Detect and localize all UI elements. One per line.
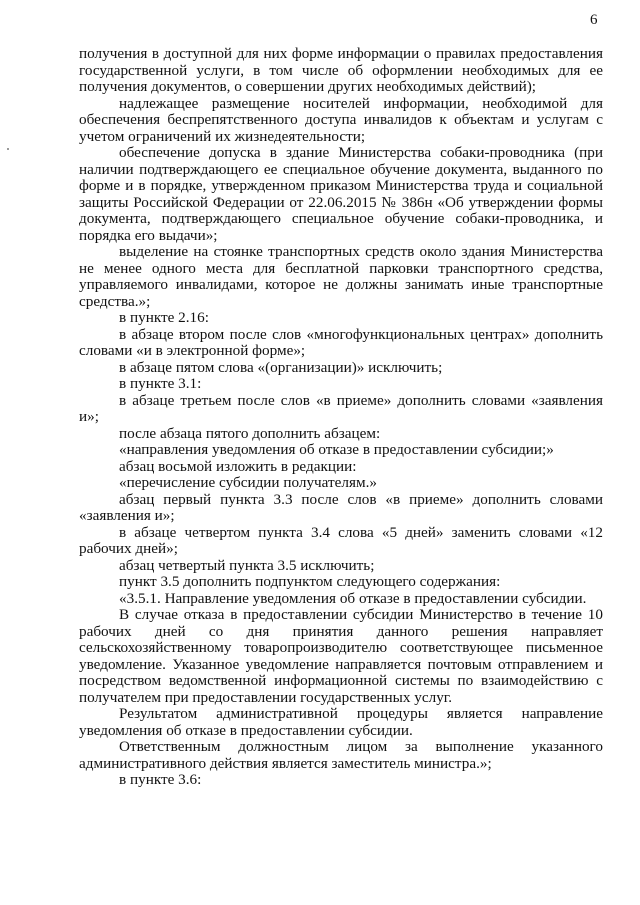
paragraph: в абзаце четвертом пункта 3.4 слова «5 дней» заменить словами «12 рабочих дней»; [79,523,603,557]
paragraph: в пункте 3.1: [119,375,202,392]
paragraph: выделение на стоянке транспортных средств около здания Министерства не менее одного места для бесплатной парковки транспортного средства, управляемого инвалидами, которое не должны занимать иные транспортные средства.»; [79,243,603,310]
paragraph: «перечисление субсидии получателям.» [119,474,377,491]
paragraph: надлежащее размещение носителей информации, необходимой для обеспечения беспрепятственного доступа инвалидов к объектам и услугам с учетом ограничений их жизнедеятельности; [79,94,603,145]
paragraph: в абзаце пятом слова «(организации)» исключить; [119,358,443,376]
scan-speck [7,148,9,150]
paragraph: в абзаце втором после слов «многофункциональных центрах» дополнить словами «и в электронной форме»; [79,325,603,359]
paragraph: в пункте 3.6: [119,771,202,788]
paragraph: «направления уведомления об отказе в предоставлении субсидии;» [119,441,554,458]
paragraph: пункт 3.5 дополнить подпунктом следующего содержания: [119,573,501,590]
paragraph: получения в доступной для них форме информации о правилах предоставления государственной услуги, в том числе об оформлении необходимых для ее получения документов, о совершении других необходимых действий); [79,45,603,95]
document-body [79,46,603,789]
paragraph: абзац первый пункта 3.3 после слов «в приеме» дополнить словами «заявления и»; [79,490,603,524]
page-number: 6 [590,12,598,28]
paragraph: абзац четвертый пункта 3.5 исключить; [119,556,375,574]
paragraph: Ответственным должностным лицом за выполнение указанного административного действия является заместитель министра.»; [79,738,603,772]
paragraph: после абзаца пятого дополнить абзацем: [119,424,381,442]
paragraph: Результатом административной процедуры является направление уведомления об отказе в предоставлении субсидии. [79,705,603,739]
paragraph: в пункте 2.16: [119,309,209,326]
paragraph: «3.5.1. Направление уведомления об отказе в предоставлении субсидии. [119,589,587,607]
paragraph: в абзаце третьем после слов «в приеме» дополнить словами «заявления и»; [79,391,603,425]
paragraph: абзац восьмой изложить в редакции: [119,457,357,475]
paragraph: В случае отказа в предоставлении субсидии Министерство в течение 10 рабочих дней со дня принятия данного решения направляет сельскохозяйственному товаропроизводителю соответствующее письменное уведомление. Указанное уведомление направляется почтовым отправлением и посредством ведомственной информационной системы по взаимодействию с получателем при предоставлении государственных услуг. [79,606,603,706]
paragraph: обеспечение допуска в здание Министерства собаки-проводника (при наличии подтверждающего ее специальное обучение документа, выданного по форме и в порядке, утвержденном приказом Министерства труда и социальной защиты Российской Федерации от 22.06.2015 № 386н «Об утверждении формы документа, подтверждающего специальное обучение собаки-проводника, и порядка его выдачи»; [79,144,603,244]
